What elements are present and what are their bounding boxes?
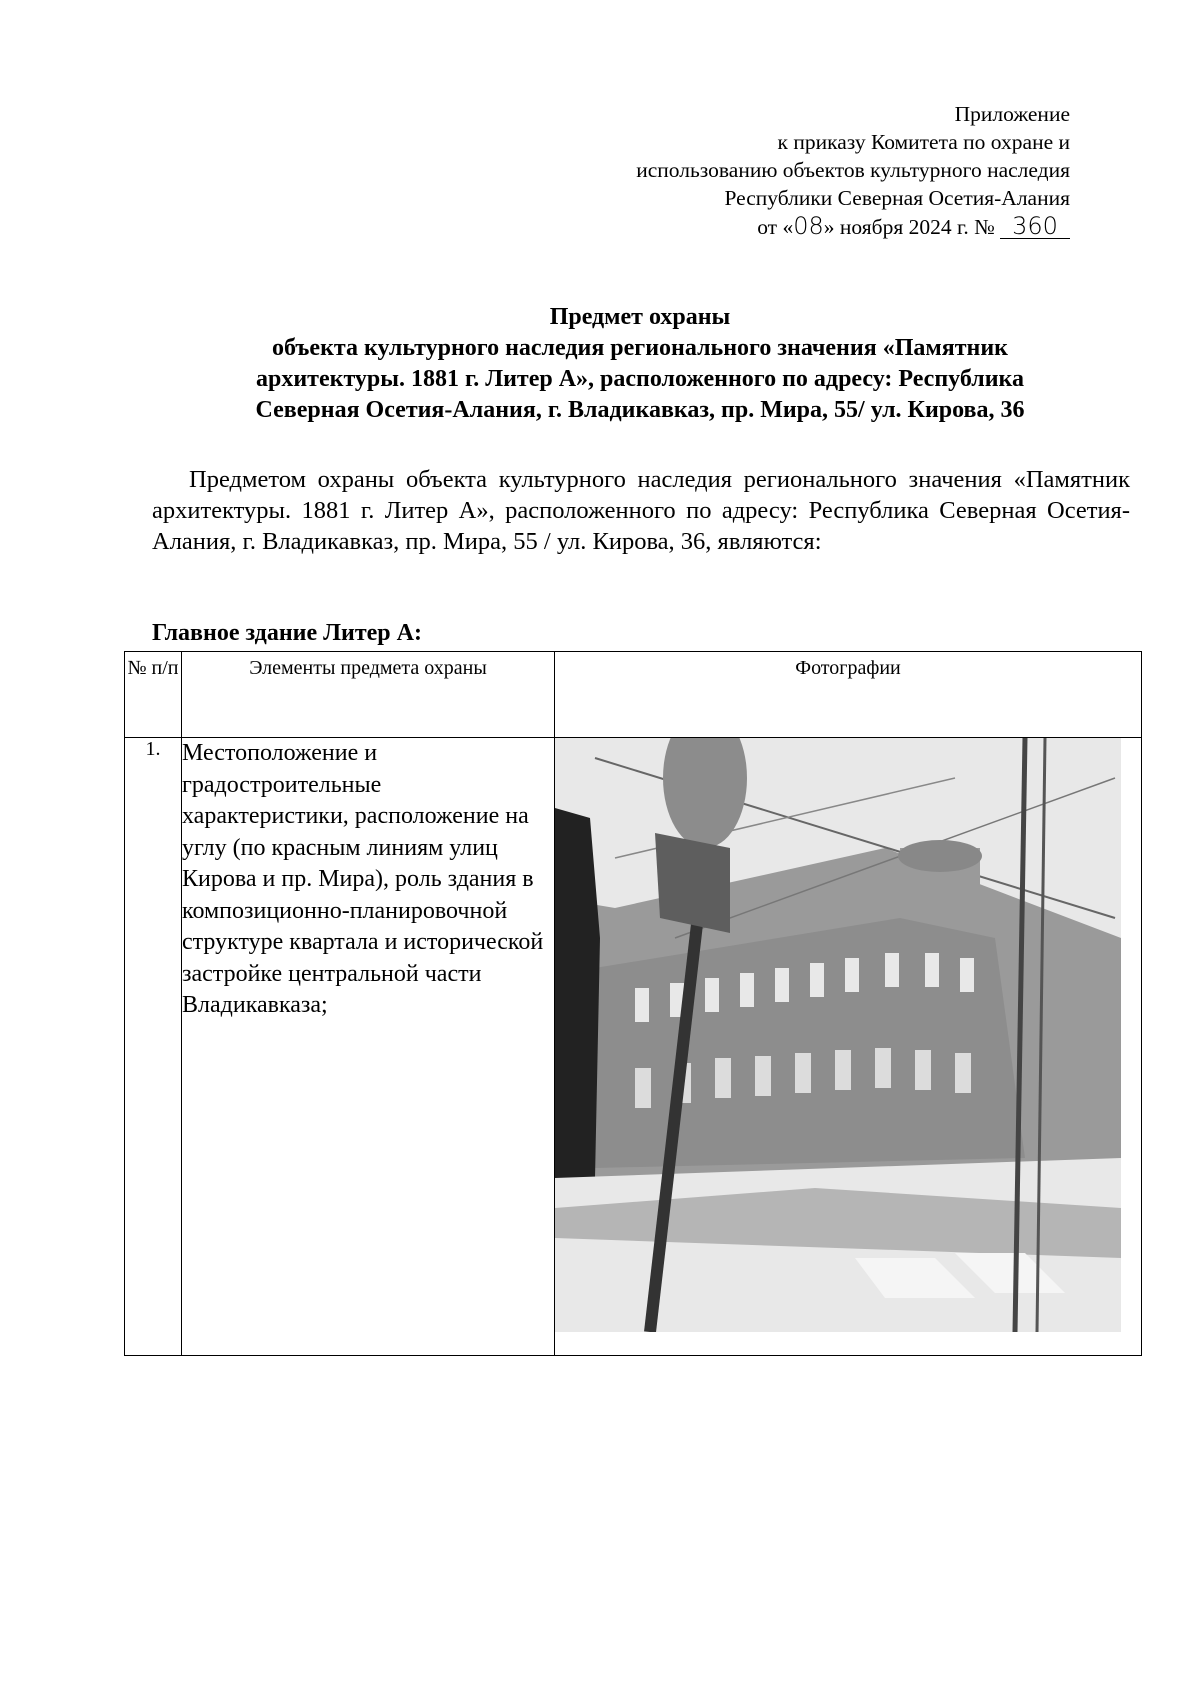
title-line-4: Северная Осетия-Алания, г. Владикавказ, пр. Мира, 55/ ул. Кирова, 36 bbox=[255, 397, 1025, 423]
header-photos: Фотографии bbox=[555, 652, 1142, 738]
photo-cell bbox=[555, 738, 1142, 1356]
header-elements: Элементы предмета охраны bbox=[182, 652, 555, 738]
table-header-row bbox=[125, 652, 1142, 738]
header-number: № п/п bbox=[125, 652, 182, 738]
date-suffix: » ноября 2024 г. № bbox=[823, 215, 995, 239]
committee-name-line: использованию объектов культурного наследия bbox=[636, 158, 1070, 182]
intro-paragraph: Предметом охраны объекта культурного наследия регионального значения «Памятник архитектуры. 1881 г. Литер А», расположенного по адресу: Республика Северная Осетия-Алания, г. Владикавказ, пр. Мира, 55 / ул. Кирова, 36, являются: bbox=[152, 466, 1130, 555]
republic-name-line: Республики Северная Осетия-Алания bbox=[724, 186, 1070, 210]
row-number: 1. bbox=[125, 738, 182, 1356]
building-photo bbox=[555, 738, 1121, 1332]
title-line-2: объекта культурного наследия регионального значения «Памятник bbox=[272, 335, 1008, 361]
date-prefix: от « bbox=[757, 215, 794, 239]
order-date-line bbox=[430, 212, 1070, 241]
title-line-1: Предмет охраны bbox=[549, 304, 731, 330]
handwritten-day: 08 bbox=[793, 212, 824, 240]
table-row bbox=[125, 738, 1142, 1356]
title-line-3: архитектуры. 1881 г. Литер А», расположенного по адресу: Республика bbox=[256, 366, 1024, 392]
section-heading: Главное здание Литер А: bbox=[152, 620, 422, 646]
appendix-label: Приложение bbox=[954, 102, 1070, 126]
row-element-description: Местоположение и градостроительные характеристики, расположение на углу (по красным линиям улиц Кирова и пр. Мира), роль здания в композиционно-планировочной структуре квартала и исторической застройке центральной части Владикавказа; bbox=[182, 738, 555, 1356]
protection-elements-table bbox=[124, 651, 1142, 1356]
handwritten-order-number: 360 bbox=[1000, 214, 1070, 239]
protection-elements-table-wrap bbox=[124, 651, 1142, 1356]
appendix-header bbox=[430, 100, 1070, 241]
document-title bbox=[150, 302, 1130, 426]
order-reference-line: к приказу Комитета по охране и bbox=[777, 130, 1070, 154]
